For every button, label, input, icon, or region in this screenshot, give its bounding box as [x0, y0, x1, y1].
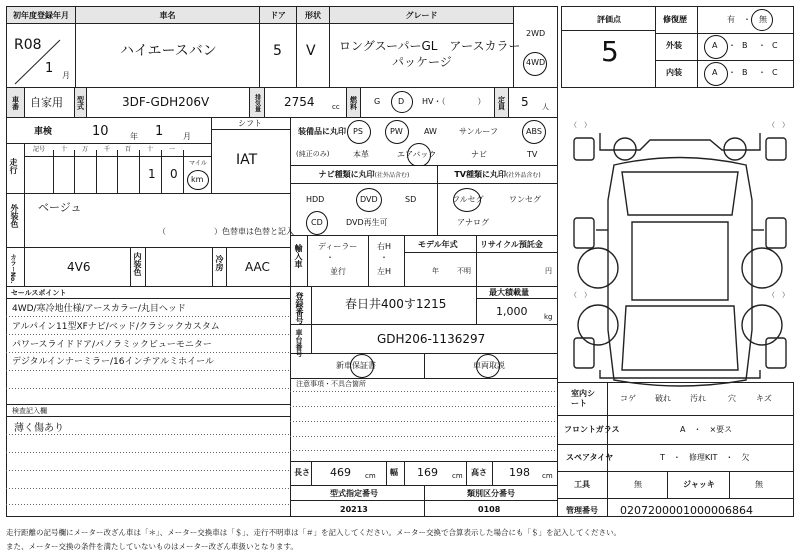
door-label: ドア [260, 7, 296, 23]
mileage-col-sen: 千 [104, 146, 111, 153]
attention-label: 注意事項・不具合箇所 [296, 380, 366, 388]
sales-line-1: 4WD/寒冷地仕様/アースカラー/丸目ヘッド [12, 304, 186, 314]
seat-label: 室内シート [571, 389, 595, 409]
inspector-note: 薄く傷あり [14, 423, 64, 434]
height-label: 高さ [471, 468, 487, 477]
score-value: 5 [601, 35, 619, 68]
width-label: 幅 [390, 468, 398, 477]
first-reg-era: R08 [14, 37, 42, 53]
shift-value: IAT [236, 152, 258, 168]
length-label: 長さ [294, 468, 310, 477]
mgmt-value: 0207200001000006864 [620, 504, 753, 517]
import-left-h: 左H [377, 267, 392, 276]
drive-2wd: 2WD [526, 29, 546, 38]
svg-text:（ ）: （ ） [768, 291, 789, 299]
sales-line-3: パワースライドドア/パノラミックビューモニター [12, 340, 212, 350]
tv-fullseg: フルセグ [452, 195, 484, 204]
recycle-unit: 円 [545, 267, 552, 275]
exterior-a-circle [704, 35, 728, 59]
sales-line-2: アルパイン11型XFナビ/ベッド/クラシックカスタム [12, 322, 220, 332]
model-year-unit: 年 [432, 267, 439, 275]
recycle-label: リサイクル預託金 [480, 240, 543, 249]
equip-pw: PW [390, 127, 403, 136]
import-right-h: 右H [377, 242, 392, 251]
equip-abs: ABS [526, 127, 542, 136]
first-reg-month: 1 [45, 61, 54, 76]
seat-scratch: キズ [756, 394, 772, 403]
model-name-label: 車名 [76, 7, 259, 23]
tv-fullseg-circle [453, 188, 481, 212]
equip-airbag: エアバック [397, 150, 437, 159]
repair-yes: 有 [727, 15, 735, 24]
shape-value: V [306, 43, 316, 59]
mileage-unit-km: km [191, 175, 204, 184]
repair-no: 無 [759, 15, 767, 24]
import-dealer: ディーラー [318, 242, 358, 251]
svg-text:（ ）: （ ） [570, 121, 591, 129]
manual-circle [476, 354, 500, 378]
spare-value: T ・ 修理KIT ・ 欠 [660, 453, 750, 462]
inspection-year: 10 [92, 124, 109, 139]
sales-line-4: デジタルインナーミラー/16インチアルミホイール [12, 357, 214, 367]
equip-tv: TV [527, 150, 538, 159]
first-reg-label: 初年度登録年月 [7, 7, 75, 23]
repair-label: 修復歴 [663, 15, 687, 24]
jack-label: ジャッキ [683, 480, 715, 489]
mileage-label: 走行 [9, 158, 18, 174]
model-year-value: 不明 [457, 267, 471, 275]
max-load-label: 最大積載量 [489, 288, 529, 297]
chassis-label: 車台番号 [295, 329, 303, 357]
exterior-color-value: ベージュ [38, 201, 82, 214]
navi-dvd-circle [356, 188, 382, 212]
inspection-label: 車検 [34, 127, 53, 137]
score-label: 評価点 [597, 15, 621, 24]
tools-value: 無 [634, 480, 642, 489]
equip-leather: 本革 [353, 150, 369, 159]
displacement-unit: cc [332, 103, 340, 111]
height-value: 198 [509, 466, 530, 479]
new-warranty: 新車保証書 [336, 361, 376, 370]
color-no-label: カラーNo. [9, 254, 16, 284]
drive-4wd: 4WD [526, 58, 546, 67]
repair-no-circle [751, 9, 773, 31]
max-load-unit: kg [544, 313, 553, 321]
type-label: 型式 [75, 88, 86, 117]
equip-ps: PS [353, 127, 363, 136]
max-load-value: 1,000 [496, 305, 528, 318]
equip-pw-circle [385, 120, 409, 144]
chassis-value: GDH206-1136297 [377, 332, 486, 346]
length-unit: cm [365, 472, 376, 480]
grade-line1: ロングスーパーGL アースカラー [339, 39, 521, 53]
color-change-note: （ ）色替車は色替と記入 [158, 227, 294, 236]
seat-hole: 穴 [728, 394, 736, 403]
model-year-label: モデル年式 [418, 240, 458, 249]
equip-aw: AW [424, 127, 437, 136]
navi-hdd: HDD [306, 195, 325, 204]
ac-label: 冷房 [215, 255, 224, 271]
fuel-g: G [374, 97, 381, 106]
seat-burn: コゲ [620, 394, 636, 403]
mileage-col-ju: 十 [147, 146, 154, 153]
plate-label: 車番 [7, 88, 24, 117]
tools-label: 工具 [574, 480, 590, 489]
svg-text:（ ）: （ ） [768, 121, 789, 129]
shape-label: 形状 [297, 7, 329, 23]
equip-sunroof: サンルーフ [459, 127, 498, 136]
exterior-grade-a: A [712, 41, 718, 50]
exterior-grade-label: 外装 [666, 41, 682, 50]
diagram-brackets [570, 121, 789, 299]
equip-abs-circle [522, 120, 546, 144]
displacement-value: 2754 [284, 95, 315, 109]
interior-color-label: 内装色 [133, 252, 142, 276]
length-value: 469 [330, 466, 351, 479]
fuel-d-circle [391, 91, 413, 113]
displacement-label: 排気量 [250, 88, 264, 117]
svg-text:（ ）: （ ） [570, 291, 591, 299]
mileage-col-man: 万 [82, 146, 89, 153]
footer-line-1: 走行距離の記号欄にメーター改ざん車は「＊」、メーター交換車は「＄」、走行不明車は「＃」を記入してください。メーター交換で合算表示した場合にも「＄」を記入してください。 [6, 528, 621, 537]
mileage-digit-ju: 1 [148, 167, 156, 181]
import-label: 輸入車 [294, 244, 303, 268]
class-label: 類別区分番号 [467, 489, 515, 498]
glass-label: フロントガラス [564, 425, 620, 434]
type-value: 3DF-GDH206V [122, 95, 210, 109]
navi-dvd-play: DVD再生可 [346, 218, 388, 227]
tv-oneseg: ワンセグ [509, 195, 541, 204]
grade-line2: パッケージ [392, 55, 452, 69]
class-value: 0108 [478, 505, 501, 514]
drive-4wd-circle [523, 52, 547, 76]
ac-value: AAC [245, 260, 270, 274]
import-parallel: 並行 [330, 267, 346, 276]
exterior-color-label: 外装色 [10, 204, 19, 228]
type-cert-value: 20213 [340, 505, 368, 514]
model-name-value: ハイエースバン [120, 43, 217, 59]
mileage-col-ichi: 一 [169, 146, 176, 153]
navi-cd-circle [306, 211, 328, 235]
navi-label: ナビ種類に丸印 (社外品含む) [291, 166, 437, 183]
mileage-col-hyaku: 百 [125, 146, 132, 153]
registration-value: 春日井400す1215 [345, 297, 447, 311]
color-no-value: 4V6 [67, 260, 91, 274]
navi-sd: SD [405, 195, 417, 204]
spare-label: スペアタイヤ [566, 453, 614, 462]
inspection-month-unit: 月 [183, 132, 191, 141]
manual: 車両取説 [473, 361, 505, 370]
navi-dvd: DVD [360, 195, 378, 204]
plate-value: 自家用 [30, 96, 63, 109]
mileage-unit-mile: マイル [189, 160, 207, 167]
mgmt-label: 管理番号 [566, 506, 598, 515]
equip-airbag-circle [407, 143, 431, 167]
inspection-month: 1 [155, 124, 164, 139]
equipment-sublabel: (純正のみ) [296, 150, 330, 158]
fuel-hv: HV・（ ） [422, 97, 486, 106]
equipment-label: 装備品に丸印 [298, 127, 346, 136]
mileage-km-circle [187, 170, 209, 190]
mileage-col-mark: 記号 [33, 146, 46, 153]
glass-value: A ・ ×要ス [680, 425, 733, 434]
interior-a-circle [704, 62, 728, 86]
tv-analog: アナログ [457, 218, 489, 227]
new-warranty-circle [350, 354, 374, 378]
month-unit: 月 [62, 71, 70, 80]
capacity-unit: 人 [542, 103, 549, 111]
mileage-digit-ichi: 0 [170, 167, 178, 181]
inspector-label: 検査記入欄 [12, 407, 47, 415]
grade-label: グレード [330, 7, 513, 23]
vehicle-diagram [574, 133, 786, 386]
interior-grade-a: A [712, 68, 718, 77]
seat-stain: 汚れ [690, 394, 706, 403]
jack-value: 無 [755, 480, 763, 489]
width-unit: cm [452, 472, 463, 480]
sales-points-label: セールスポイント [7, 287, 91, 298]
mileage-col-10man: 十 [61, 146, 68, 153]
interior-grade-label: 内装 [666, 68, 682, 77]
height-unit: cm [542, 472, 553, 480]
seat-tear: 破れ [655, 394, 671, 403]
fuel-d: D [398, 97, 405, 106]
equip-ps-circle [347, 120, 371, 144]
navi-cd: CD [311, 218, 323, 227]
equip-navi: ナビ [471, 150, 487, 159]
doors-value: 5 [273, 43, 282, 59]
registration-label: 登録番号 [295, 292, 304, 324]
fuel-label: 燃料 [347, 88, 360, 117]
inspection-year-unit: 年 [130, 132, 138, 141]
shift-label: シフト [238, 119, 262, 128]
capacity-label: 定員 [495, 88, 508, 117]
footer-line-2: また、メーター交換の条件を満たしていないものはメーター改ざん車扱いとなります。 [6, 542, 298, 551]
width-value: 169 [417, 466, 438, 479]
capacity-value: 5 [521, 95, 529, 109]
type-cert-label: 型式指定番号 [330, 489, 378, 498]
tv-label: TV種類に丸印 (社外品含む) [438, 166, 557, 183]
